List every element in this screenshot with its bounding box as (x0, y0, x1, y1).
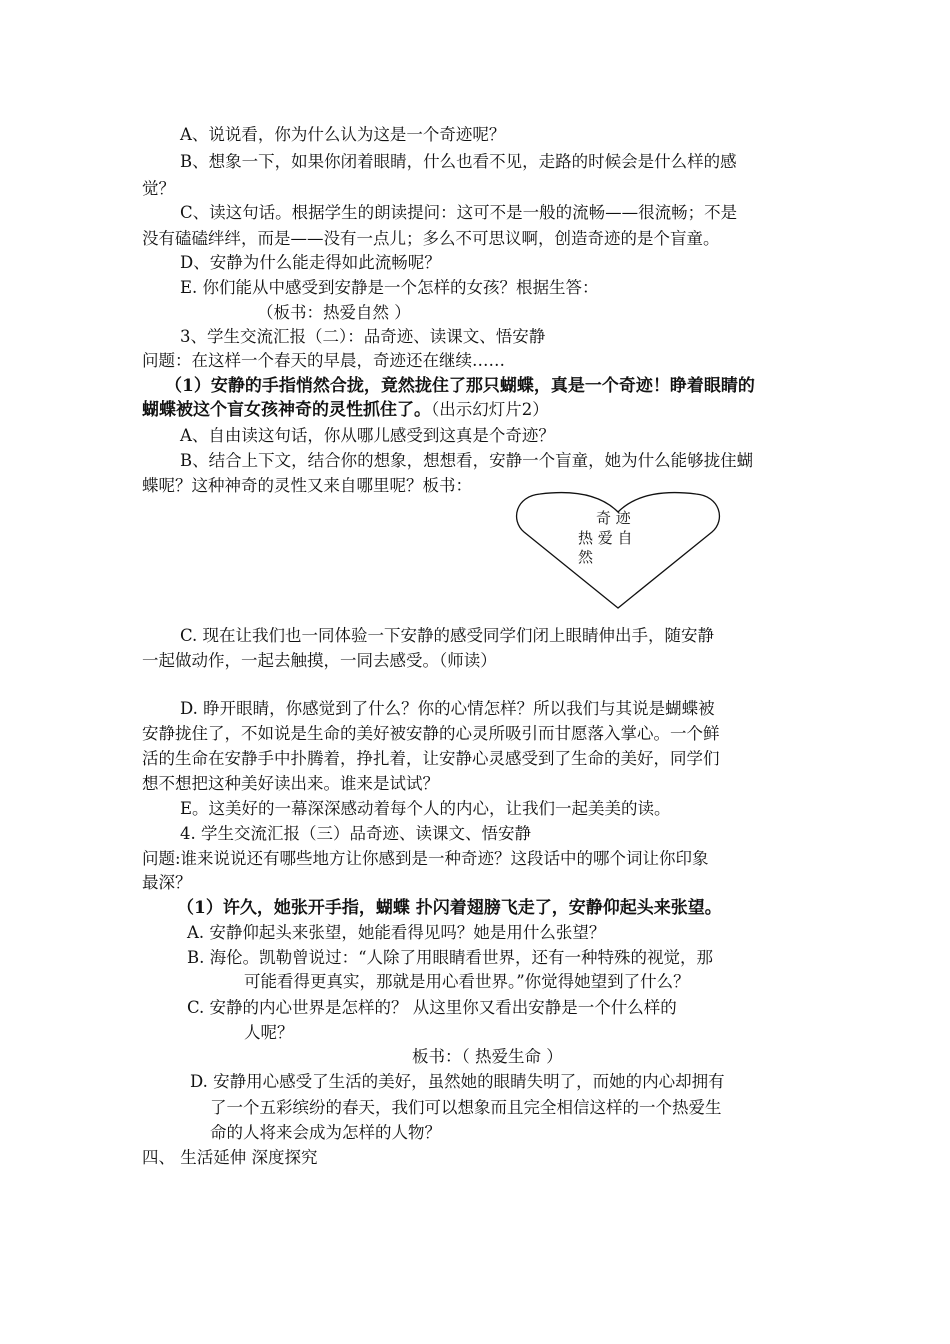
list-item-continued: 可能看得更真实，那就是用心看世界。”你觉得她望到了什么？ (244, 972, 690, 991)
text-line: 最深？ (142, 873, 192, 892)
text-line (142, 398, 549, 422)
heart-label: 热 爱 自 (578, 529, 633, 547)
list-item: C. 安静的内心世界是怎样的？ 从这里你又看出安静是一个什么样的 (187, 998, 677, 1017)
text-line: C. 现在让我们也一同体验一下安静的感受同学们闭上眼睛伸出手，随安静 (180, 626, 715, 645)
slide-note: （出示幻灯片2） (431, 400, 549, 419)
list-item: B. 海伦。凯勒曾说过：“人除了用眼睛看世界，还有一种特殊的视觉，那 (187, 948, 714, 967)
text-line: C、读这句话。根据学生的朗读提问：这可不是一般的流畅——很流畅；不是 (180, 203, 738, 222)
section-heading: 4. 学生交流汇报（三）品奇迹、读课文、悟安静 (180, 824, 531, 843)
list-item: D. 安静用心感受了生活的美好，虽然她的眼睛失明了，而她的内心却拥有 (190, 1072, 725, 1091)
quoted-sentence: （1）安静的手指悄然合拢，竟然拢住了那只蝴蝶，真是一个奇迹！睁着眼睛的 (165, 376, 755, 396)
text-line: B、想象一下，如果你闭着眼睛，什么也看不见，走路的时候会是什么样的感 (180, 152, 737, 171)
text-line: A、说说看，你为什么认为这是一个奇迹呢？ (180, 125, 506, 144)
text-line: 觉？ (142, 179, 175, 198)
text-line: 活的生命在安静手中扑腾着，挣扎着，让安静心灵感受到了生命的美好，同学们 (142, 749, 720, 768)
section-heading: 3、学生交流汇报（二）：品奇迹、读课文、悟安静 (180, 327, 546, 346)
text-line: 问题:谁来说说还有哪些地方让你感到是一种奇迹？这段话中的哪个词让你印象 (142, 849, 709, 868)
text-line: B、结合上下文，结合你的想象，想想看，安静一个盲童，她为什么能够拢住蝴 (180, 451, 754, 470)
text-line: 一起做动作，一起去触摸，一同去感受。（师读） (142, 651, 497, 670)
blackboard-note: （板书：热爱自然 ） (257, 303, 411, 322)
heart-label: 奇 迹 (596, 509, 631, 527)
heart-label: 然 (578, 548, 594, 566)
text-line: E. 你们能从中感受到安静是一个怎样的女孩？根据生答： (180, 278, 599, 297)
list-item: A. 安静仰起头来张望，她能看得见吗？她是用什么张望？ (187, 923, 606, 942)
text-line: 蝶呢？这种神奇的灵性又来自哪里呢？板书： (142, 476, 472, 495)
quoted-sentence: 蝴蝶被这个盲女孩神奇的灵性抓住了。 (142, 400, 431, 420)
list-item-continued: 人呢？ (244, 1023, 294, 1042)
text-line: E。这美好的一幕深深感动着每个人的内心，让我们一起美美的读。 (180, 799, 671, 818)
text-line: 没有磕磕绊绊，而是——没有一点儿；多么不可思议啊，创造奇迹的是个盲童。 (142, 229, 720, 248)
quoted-sentence: （1）许久，她张开手指，蝴蝶 扑闪着翅膀飞走了，安静仰起头来张望。 (177, 898, 722, 918)
blackboard-note: 板书：（ 热爱生命 ） (412, 1047, 563, 1066)
list-item-continued: 命的人将来会成为怎样的人物？ (210, 1123, 441, 1142)
section-heading: 四、 生活延伸 深度探究 (142, 1148, 318, 1167)
text-line: D、安静为什么能走得如此流畅呢？ (180, 253, 441, 272)
text-line: 想不想把这种美好读出来。谁来是试试？ (142, 774, 439, 793)
list-item-continued: 了一个五彩缤纷的春天，我们可以想象而且完全相信这样的一个热爱生 (210, 1098, 722, 1117)
text-line: D. 睁开眼睛，你感觉到了什么？你的心情怎样？所以我们与其说是蝴蝶被 (180, 699, 715, 718)
text-line: 安静拢住了，不如说是生命的美好被安静的心灵所吸引而甘愿落入掌心。一个鲜 (142, 724, 720, 743)
text-line: A、自由读这句话，你从哪儿感受到这真是个奇迹？ (180, 426, 555, 445)
heart-diagram (514, 488, 722, 612)
text-line: 问题：在这样一个春天的早晨，奇迹还在继续…… (142, 351, 505, 370)
